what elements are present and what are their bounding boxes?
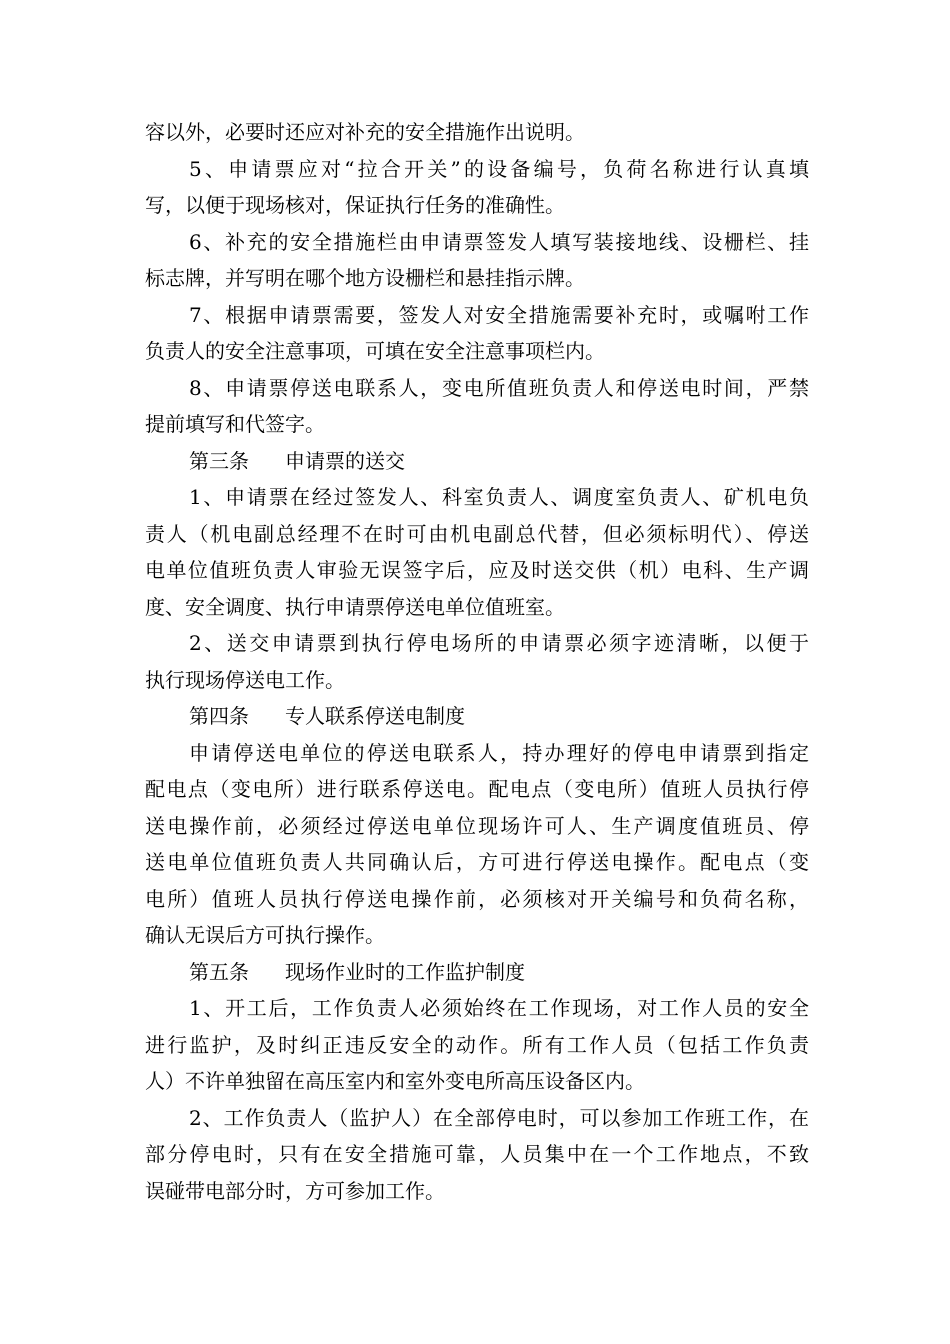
paragraph-line: 1、开工后，工作负责人必须始终在工作现场，对工作人员的安全 — [189, 996, 809, 1020]
paragraph-line: 误碰带电部分时，方可参加工作。 — [145, 1178, 445, 1203]
article-number: 第五条 — [189, 959, 249, 984]
document-body — [145, 114, 809, 1209]
paragraph-line: 5、申请票应对“拉合开关”的设备编号，负荷名称进行认真填 — [189, 156, 809, 181]
section-heading — [145, 443, 809, 480]
section-heading — [145, 698, 809, 735]
section-heading — [145, 954, 809, 991]
article-title: 申请票的送交 — [285, 448, 405, 473]
paragraph-line: 6、补充的安全措施栏由申请票签发人填写装接地线、设栅栏、挂 — [189, 229, 809, 254]
article-number: 第三条 — [189, 448, 249, 473]
paragraph-line: 电单位值班负责人审验无误签字后，应及时送交供（机）电科、生产调 — [145, 558, 809, 582]
paragraph-line: 进行监护，及时纠正违反安全的动作。所有工作人员（包括工作负责 — [145, 1032, 809, 1057]
paragraph-line: 送电操作前，必须经过停送电单位现场许可人、生产调度值班员、停 — [145, 813, 809, 838]
paragraph-line: 部分停电时，只有在安全措施可靠，人员集中在一个工作地点，不致 — [145, 1142, 809, 1166]
article-number: 第四条 — [189, 704, 249, 728]
paragraph-line: 负责人的安全注意事项，可填在安全注意事项栏内。 — [145, 339, 605, 363]
paragraph-line: 度、安全调度、执行申请票停送电单位值班室。 — [145, 594, 565, 619]
article-title: 现场作业时的工作监护制度 — [285, 959, 525, 984]
paragraph-line: 配电点（变电所）进行联系停送电。配电点（变电所）值班人员执行停 — [145, 777, 809, 801]
paragraph-line: 1、申请票在经过签发人、科室负责人、调度室负责人、矿机电负 — [189, 485, 809, 509]
paragraph-line: 写，以便于现场核对，保证执行任务的准确性。 — [145, 193, 565, 217]
paragraph-line: 确认无误后方可执行操作。 — [145, 923, 385, 947]
paragraph-line: 容以外，必要时还应对补充的安全措施作出说明。 — [145, 120, 585, 144]
paragraph-line: 送电单位值班负责人共同确认后，方可进行停送电操作。配电点（变 — [145, 850, 809, 874]
paragraph-line: 标志牌，并写明在哪个地方设栅栏和悬挂指示牌。 — [145, 266, 585, 290]
paragraph-line: 提前填写和代签字。 — [145, 412, 325, 436]
paragraph-line: 责人（机电副总经理不在时可由机电副总代替，但必须标明代）、停送 — [145, 521, 809, 546]
paragraph-line: 人）不许单独留在高压室内和室外变电所高压设备区内。 — [145, 1069, 645, 1093]
paragraph-line: 8、申请票停送电联系人，变电所值班负责人和停送电时间，严禁 — [189, 375, 809, 400]
paragraph-line: 7、根据申请票需要，签发人对安全措施需要补充时，或嘱咐工作 — [189, 302, 809, 327]
paragraph-line: 申请停送电单位的停送电联系人，持办理好的停电申请票到指定 — [189, 740, 809, 765]
paragraph-line: 2、送交申请票到执行停电场所的申请票必须字迹清晰，以便于 — [189, 631, 809, 655]
paragraph-line: 2、工作负责人（监护人）在全部停电时，可以参加工作班工作，在 — [189, 1105, 809, 1130]
article-title: 专人联系停送电制度 — [285, 704, 465, 728]
paragraph-line: 执行现场停送电工作。 — [145, 667, 345, 692]
paragraph-line: 电所）值班人员执行停送电操作前，必须核对开关编号和负荷名称， — [145, 886, 809, 911]
